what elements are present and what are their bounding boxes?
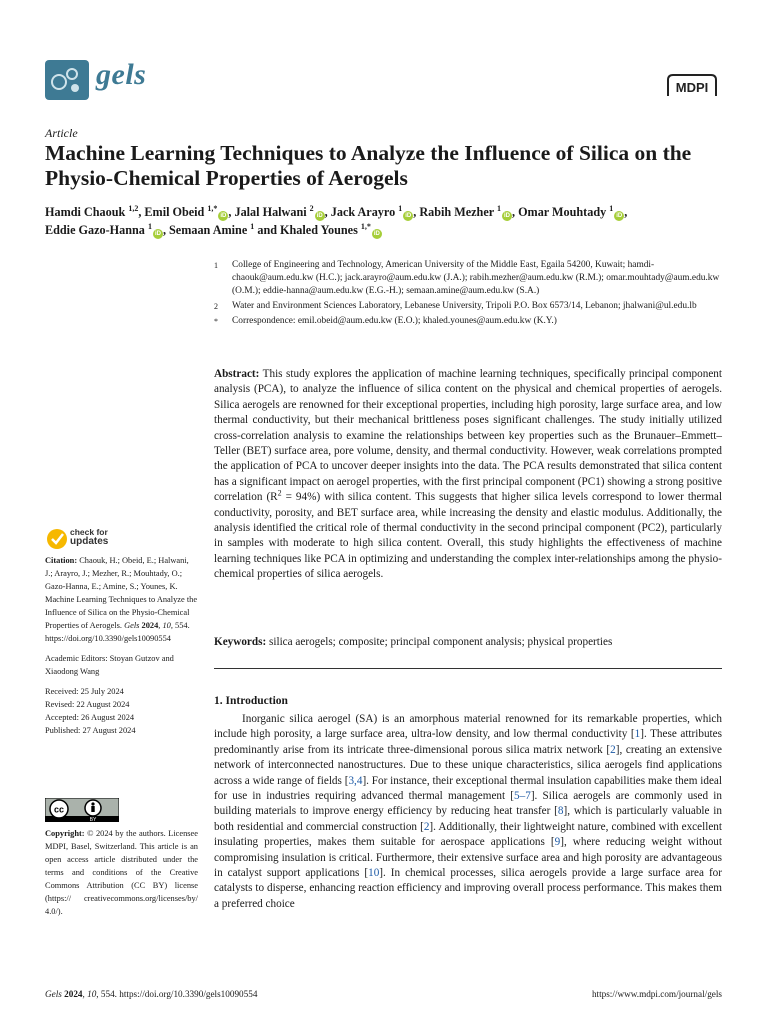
author-list (45, 203, 735, 239)
orcid-icon[interactable]: iD (373, 231, 380, 237)
gels-journal-logo (45, 60, 89, 100)
footer-citation (45, 989, 257, 999)
abstract (214, 367, 722, 583)
keywords-label: Keywords: (214, 636, 267, 648)
citation-link[interactable]: 2 (610, 743, 616, 756)
citation-text: Chaouk, H.; Obeid, E.; Halwani, J.; Arayro, J.; Mezher, R.; Mouhtady, O.; Gazo-Hanna, E.; Amine, S.; Younes, K. Machine Learning Techniques to Analyze the Influence of Silica on the Physio-Chemical Properties of Aerogels. (45, 556, 198, 630)
citation-label: Citation: (45, 556, 78, 565)
author-conjunction: and (257, 223, 281, 237)
paper-title: Machine Learning Techniques to Analyze the Influence of Silica on the Physio-Chemical Properties of Aerogels (45, 141, 692, 190)
academic-editors: Academic Editors: Stoyan Gutzov and Xiaodong Wang (45, 654, 174, 676)
citation-year: 2024 (139, 621, 159, 630)
author-affiliation-sup: 1,* (360, 221, 371, 231)
affiliation-text: Water and Environment Sciences Laboratory, Lebanese University, Tripoli P.O. Box 6573/14, Lebanon; jhalwani@ul.edu.lb (232, 301, 697, 311)
copyright-label: Copyright: (45, 829, 85, 838)
author-name: Omar Mouhtady (518, 205, 610, 219)
author-affiliation-sup: 1 (250, 221, 255, 231)
abstract-text-a: This study explores the application of machine learning techniques, specifically principal component analysis (PCA), to analyze the influence of silica content on the physical and chemical properties of aerogels. Silica aerogels are renowned for their exceptional properties, including high porosity, large surface area, and low thermal conductivity, but their mechanical brittleness poses significant challenges. The study initially utilized cross-correlation analysis to examine the relationships between key properties such as the Brunauer–Emmett–Teller (BET) surface area, pore volume, density, and thermal conductivity. However, weak correlations prompted the application of PCA to uncover deeper insights into the data. The PCA results demonstrated that silica content has a significant impact on aerogel properties, with the first principal component (PC1) showing a strong positive correlation (R (214, 368, 722, 504)
svg-text:cc: cc (53, 804, 65, 815)
footer-journal-url[interactable]: https://www.mdpi.com/journal/gels (591, 989, 722, 999)
check-updates-line1: check for (70, 527, 108, 537)
citation-link[interactable]: 3,4 (348, 774, 363, 787)
footer-journal: Gels (45, 989, 62, 999)
author-line-2: Eddie Gazo-Hanna $^1$iD , Semaan Amine $^1$ and Khaled Younes $^{1,*}$iD (45, 221, 380, 237)
affiliation-1 (214, 259, 724, 298)
check-updates-line2: updates (70, 536, 109, 547)
affiliation-2 (214, 300, 724, 313)
author-name: Khaled Younes (280, 223, 361, 237)
affiliation-mark: 2 (214, 302, 218, 311)
mdpi-logo (666, 72, 718, 98)
affiliations (214, 259, 724, 330)
author-name: Jack Arayro (330, 205, 399, 219)
author-affiliation-sup: 1 (609, 203, 614, 213)
sidebar-metadata (45, 554, 198, 737)
accepted-date: Accepted: 26 August 2024 (45, 713, 135, 722)
footer-year: 2024 (61, 989, 83, 999)
author-line-1: Hamdi Chaouk $^{1,2}$, Emil Obeid $^{1,*}$iD , Jalal Halwani $^2$iD , Jack Arayro $^1$iD , Rabih Mezher $^1$iD , Omar Mouhtady $^1$iD , (45, 203, 628, 219)
affiliation-text: College of Engineering and Technology, American University of the Middle East, Egaila 54200, Kuwait; hamdi-chaouk@aum.edu.kw (H.C.); jack.arayro@aum.edu.kw (J.A.); rabih.mezher@aum.edu.kw (R.M.); omar.mouhtady@aum.edu.kw (O.M.); eddie-hanna@aum.edu.kw (E.G.-H.); semaan.amine@aum.edu.kw (S.A.) (232, 260, 720, 296)
intro-heading: 1. Introduction (214, 695, 288, 707)
cc-by-license-badge[interactable] (45, 798, 119, 822)
intro-paragraph: Inorganic silica aerogel (SA) is an amorphous material renowned for its remarkable properties, which include high porosity, a large surface area, ultra-low density, and low thermal conductivity [1]. These attributes predominantly arise from its intricate three-dimensional porous silica matrix network [2], creating an extensive network of interconnected nanostructures. Due to these unique characteristics, silica aerogels find applications across a wide range of fields [3,4]. For instance, their exceptional thermal insulation capabilities make them ideal for use in industries requiring advanced thermal management [5–7]. Silica aerogels are commonly used in building materials to improve energy efficiency by reducing heat transfer [8], which is particularly valuable in both residential and commercial construction [2]. Additionally, their lightweight nature, combined with excellent insulating properties, makes them suitable for aerospace applications [9], where reducing weight without compromising insulation is critical. Furthermore, their extensive surface area and high porosity are advantageous in catalyst support applications [10]. In chemical processes, silica aerogels provide a large surface area for catalysts to disperse, enhancing reaction efficiency and improving overall process performance. This makes them a preferred choice (214, 713, 722, 910)
author-name: Emil Obeid (144, 205, 208, 219)
copyright-notice (45, 827, 198, 918)
citation-link[interactable]: 8 (557, 805, 564, 818)
orcid-icon[interactable]: iD (154, 231, 161, 237)
journal-name: gels (96, 58, 147, 91)
revised-date: Revised: 22 August 2024 (45, 700, 130, 709)
orcid-icon[interactable]: iD (405, 213, 412, 219)
citation-link[interactable]: 9 (554, 836, 561, 849)
author-name: Jalal Halwani (234, 205, 310, 219)
citation-link[interactable]: 2 (423, 820, 430, 833)
citation-link[interactable]: 10 (368, 867, 380, 880)
citation-journal: Gels (124, 621, 140, 630)
affiliation-mark: * (214, 317, 218, 326)
orcid-icon[interactable]: iD (503, 213, 510, 219)
citation-link[interactable]: 5–7 (514, 790, 531, 803)
citation-doi[interactable]: , 554. https://doi.org/10.3390/gels10090554 (45, 621, 190, 643)
keywords (214, 635, 722, 650)
section-divider (214, 668, 722, 669)
author-name: Semaan Amine (169, 223, 251, 237)
author-name: Hamdi Chaouk (45, 205, 129, 219)
abstract-text-b: = 94%) with silica content. This suggests that higher silica levels correspond to lower thermal conductivity, porosity, and BET surface area, while increasing the density and elastic modulus. Additionally, the analysis identified the critical role of thermal conductivity in the second principal component (PC2), particularly in samples with moderate to high silica content. Overall, this study highlights the effectiveness of machine learning techniques like PCA in optimizing and understanding the complex inter-relationships among the physio-chemical properties of silica aerogels. (214, 491, 722, 581)
correspondence (214, 315, 724, 328)
abstract-label: Abstract: (214, 368, 260, 380)
abstract-sup: 2 (277, 488, 282, 498)
article-type: Article (45, 126, 78, 140)
cc-label: BY (89, 817, 97, 822)
correspondence-text: Correspondence: emil.obeid@aum.edu.kw (E.O.); khaled.younes@aum.edu.kw (K.Y.) (232, 316, 557, 326)
received-date: Received: 25 July 2024 (45, 687, 124, 696)
author-affiliation-sup: 1 (147, 221, 152, 231)
author-name: Rabih Mezher (419, 205, 497, 219)
copyright-text: © 2024 by the authors. Licensee MDPI, Basel, Switzerland. This article is an open access article distributed under the terms and conditions of the Creative Commons Attribution (CC BY) license (https:// creativecommons.org/licenses/by/ 4.0/). (45, 829, 198, 916)
affiliation-mark: 1 (214, 261, 218, 270)
author-affiliation-sup: 1 (398, 203, 403, 213)
orcid-icon[interactable]: iD (220, 213, 227, 219)
author-affiliation-sup: 1,2 (128, 203, 139, 213)
publisher-name: MDPI (675, 80, 709, 95)
keywords-text: silica aerogels; composite; principal component analysis; physical properties (266, 636, 613, 648)
author-affiliation-sup: 1 (496, 203, 501, 213)
check-for-updates-text[interactable] (70, 528, 108, 546)
author-affiliation-sup: 1,* (207, 203, 218, 213)
author-affiliation-sup: 2 (309, 203, 314, 213)
citation-volume: , 10 (158, 621, 171, 630)
published-date: Published: 27 August 2024 (45, 726, 136, 735)
orcid-icon[interactable]: iD (616, 213, 623, 219)
footer-volume: , 10 (82, 989, 97, 999)
orcid-icon[interactable]: iD (316, 213, 323, 219)
citation (45, 554, 198, 645)
author-name: Eddie Gazo-Hanna (45, 223, 148, 237)
footer-doi[interactable]: , 554. https://doi.org/10.3390/gels10090554 (96, 989, 258, 999)
citation-link[interactable]: 1 (634, 728, 641, 741)
